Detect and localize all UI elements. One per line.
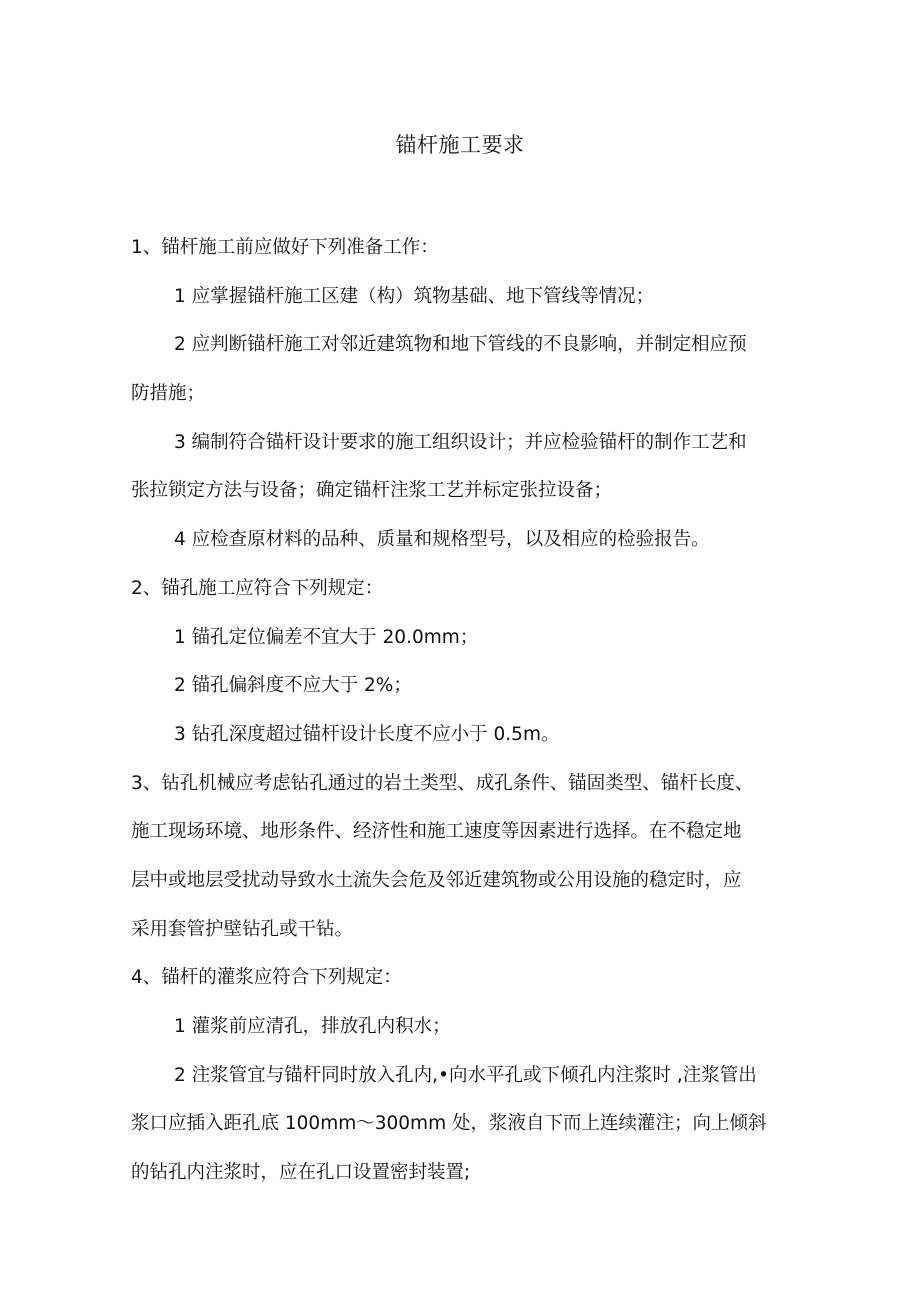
section-3-line-2: 施工现场环境、地形条件、经济性和施工速度等因素进行选择。在不稳定地: [131, 821, 742, 843]
section-1-item-2-line-1: 2 应判断锚杆施工对邻近建筑物和地下管线的不良影响，并制定相应预: [174, 334, 747, 356]
section-2-item-2: 2 锚孔偏斜度不应大于 2%；: [174, 675, 412, 697]
document-title: 锚杆施工要求: [395, 133, 525, 157]
section-1-item-2-line-2: 防措施；: [131, 383, 206, 405]
section-4-heading: 4、锚杆的灌浆应符合下列规定：: [131, 967, 402, 989]
section-4-item-2-line-2: 浆口应插入距孔底 100mm〜300mm 处，浆液自下而上连续灌注；向上倾斜: [131, 1113, 767, 1135]
document-body: [131, 224, 811, 1198]
section-3-line-4: 采用套管护壁钻孔或干钻。: [131, 918, 354, 940]
section-4-item-2-line-1: 2 注浆管宜与锚杆同时放入孔内,•向水平孔或下倾孔内注浆时 ,注浆管出: [174, 1064, 757, 1086]
section-1-item-3-line-1: 3 编制符合锚杆设计要求的施工组织设计；并应检验锚杆的制作工艺和: [174, 431, 747, 453]
section-4-item-1: 1 灌浆前应清孔，排放孔内积水；: [174, 1016, 451, 1037]
section-4-item-2-line-3: 的钻孔内注浆时，应在孔口设置密封装置;: [131, 1162, 471, 1184]
section-1-heading: 1、锚杆施工前应做好下列准备工作：: [131, 237, 439, 258]
section-3-line-3: 层中或地层受扰动导致水土流失会危及邻近建筑物或公用设施的稳定时，应: [131, 869, 742, 891]
section-1-item-1: 1 应掌握锚杆施工区建（构）筑物基础、地下管线等情况；: [174, 285, 655, 307]
section-2-heading: 2、锚孔施工应符合下列规定：: [131, 577, 384, 599]
section-1-item-4: 4 应检查原材料的品种、质量和规格型号，以及相应的检验报告。: [174, 529, 710, 551]
section-2-item-1: 1 锚孔定位偏差不宜大于 20.0mm；: [174, 626, 479, 648]
section-1-item-3-line-2: 张拉锁定方法与设备；确定锚杆注浆工艺并标定张拉设备；: [131, 480, 613, 502]
section-3-line-1: 3、钻孔机械应考虑钻孔通过的岩土类型、成孔条件、锚固类型、锚杆长度、: [131, 772, 754, 794]
section-2-item-3: 3 钻孔深度超过锚杆设计长度不应小于 0.5m。: [174, 723, 560, 745]
